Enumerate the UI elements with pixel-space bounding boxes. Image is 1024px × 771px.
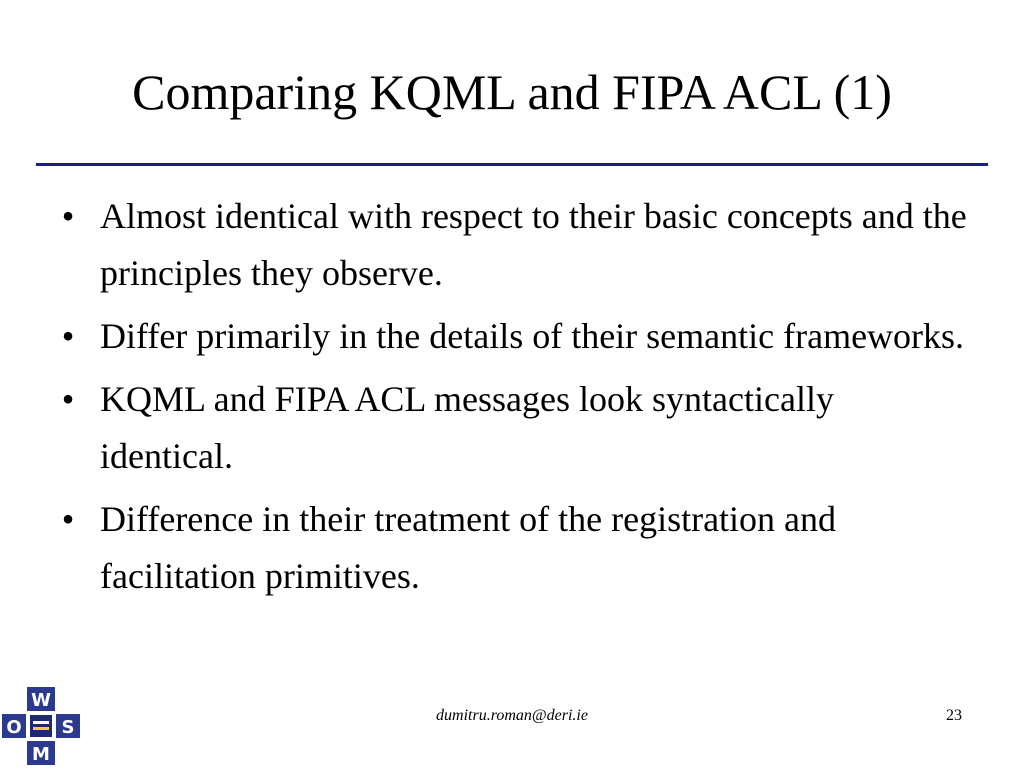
bullet-text: Almost identical with respect to their basic concepts and the principles they observe.: [100, 196, 967, 293]
logo-letter: O: [6, 717, 22, 738]
bullet-item: [58, 308, 968, 365]
page-number: 23: [946, 707, 962, 724]
bullet-marker: •: [61, 379, 75, 419]
bullet-text: Difference in their treatment of the registration and facilitation primitives.: [100, 499, 837, 596]
bullet-item: [58, 491, 968, 605]
logo-letter: M: [32, 744, 50, 765]
bullet-item: [58, 188, 968, 302]
bullet-marker: •: [61, 499, 75, 539]
slide-title: Comparing KQML and FIPA ACL (1): [132, 64, 892, 120]
logo-letter: W: [31, 690, 51, 711]
logo-letter: S: [61, 717, 75, 738]
bullet-item: [58, 371, 968, 485]
bullet-marker: •: [61, 316, 75, 356]
bullet-list: [58, 188, 968, 611]
bullet-marker: •: [61, 196, 75, 236]
bullet-text: Differ primarily in the details of their semantic frameworks.: [100, 316, 965, 356]
wsmo-logo-icon: [0, 685, 82, 767]
bullet-text: KQML and FIPA ACL messages look syntactically identical.: [100, 379, 834, 476]
footer-email: dumitru.roman@deri.ie: [436, 707, 588, 724]
title-divider: [36, 163, 988, 166]
